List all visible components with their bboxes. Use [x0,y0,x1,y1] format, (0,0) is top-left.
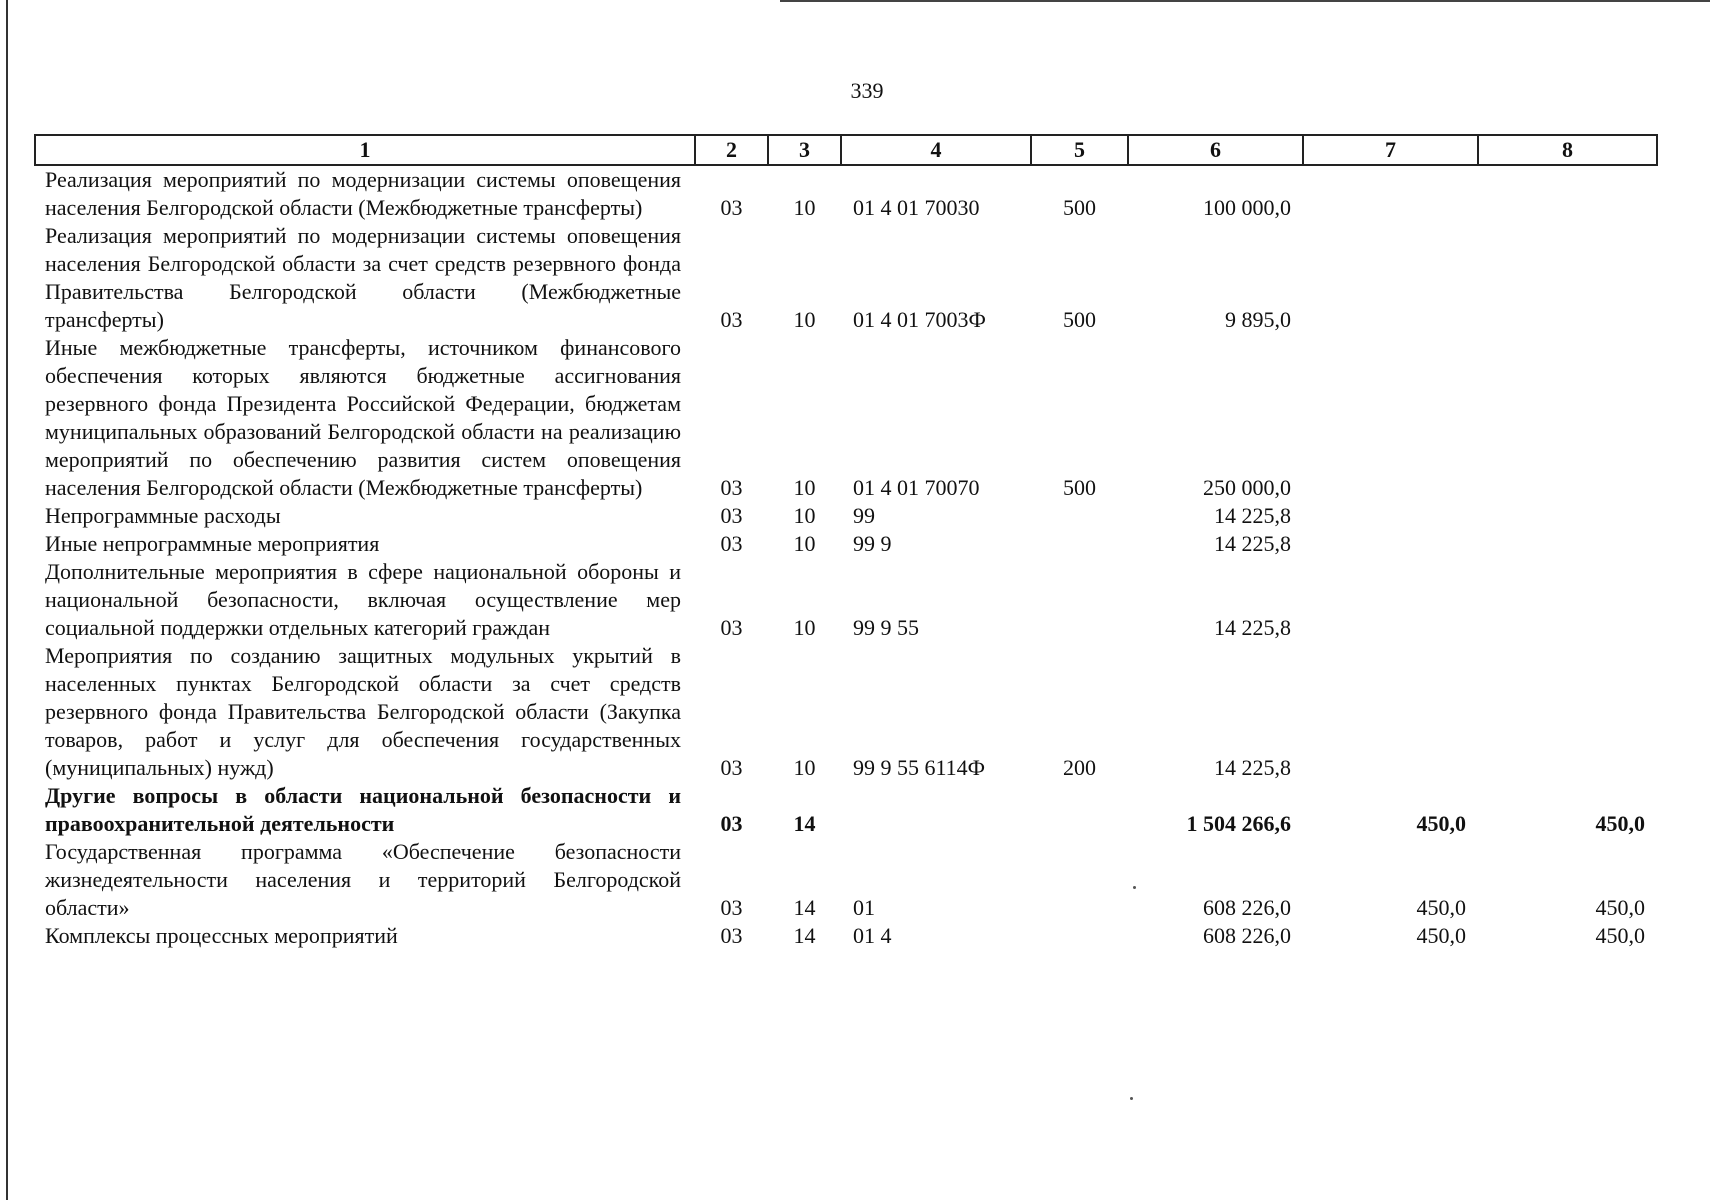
row-amount-6: 14 225,8 [1214,615,1291,640]
row-target-article: 01 4 01 70030 [853,195,980,220]
table-row [35,222,1657,334]
scan-speck [1130,1097,1133,1100]
row-amount-8 [1478,530,1657,558]
row-amount-7: 450,0 [1416,811,1466,836]
header-col-4: 4 [841,135,1031,165]
table-row [35,558,1657,642]
row-subsection: 14 [793,895,816,920]
row-section: 03 [720,615,743,640]
row-amount-6: 14 225,8 [1214,755,1291,780]
row-section: 03 [720,923,743,948]
row-subsection: 14 [793,811,816,836]
row-amount-7 [1303,642,1478,782]
header-col-3: 3 [768,135,841,165]
row-target-article: 01 4 [853,923,892,948]
row-name: Непрограммные расходы [45,503,281,528]
header-col-6: 6 [1128,135,1303,165]
row-amount-8 [1478,165,1657,222]
row-expense-type: 500 [1063,307,1096,332]
row-section: 03 [720,307,743,332]
row-target-article: 01 [853,895,875,920]
row-amount-6: 250 000,0 [1203,475,1291,500]
table-row [35,334,1657,502]
row-amount-7: 450,0 [1416,895,1466,920]
row-target-article: 99 [853,503,875,528]
row-target-article: 99 9 55 6114Ф [853,755,986,780]
row-expense-type: 500 [1063,475,1096,500]
row-expense-type [1031,782,1128,838]
row-expense-type [1031,838,1128,922]
row-subsection: 10 [793,503,816,528]
row-name: Мероприятия по созданию защитных модульных укрытий в населенных пунктах Белгородской области за счет средств резервного фонда Правительства Белгородской области (Закупка товаров, работ и услуг для обеспечения государственных (муниципальных) нужд) [45,643,681,780]
row-subsection: 10 [793,755,816,780]
scan-speck [1133,886,1136,889]
row-amount-6: 608 226,0 [1203,923,1291,948]
row-amount-8 [1478,222,1657,334]
row-amount-7 [1303,558,1478,642]
table-row [35,642,1657,782]
row-target-article [841,782,1031,838]
table-body [35,165,1657,950]
row-subsection: 10 [793,531,816,556]
table-header [35,135,1657,165]
header-col-5: 5 [1031,135,1128,165]
table-row-section-total [35,782,1657,838]
budget-table [34,134,1658,950]
row-name: Реализация мероприятий по модернизации системы оповещения населения Белгородской области за счет средств резервного фонда Правительства Белгородской области (Межбюджетные трансферты) [45,223,681,332]
row-section: 03 [720,475,743,500]
row-name: Другие вопросы в области национальной безопасности и правоохранительной деятельности [45,783,681,836]
row-expense-type [1031,558,1128,642]
table-row [35,165,1657,222]
row-amount-6: 9 895,0 [1225,307,1291,332]
row-section: 03 [720,755,743,780]
row-amount-7 [1303,222,1478,334]
row-amount-8: 450,0 [1595,811,1645,836]
row-amount-8 [1478,502,1657,530]
row-expense-type: 500 [1063,195,1096,220]
row-section: 03 [720,195,743,220]
row-subsection: 14 [793,923,816,948]
row-amount-8 [1478,642,1657,782]
row-amount-6: 100 000,0 [1203,195,1291,220]
row-target-article: 01 4 01 7003Ф [853,307,986,332]
row-name: Государственная программа «Обеспечение безопасности жизнедеятельности населения и территорий Белгородской области» [45,839,681,920]
row-expense-type [1031,502,1128,530]
scan-edge-top [780,0,1710,2]
page-number: 339 [850,78,884,103]
row-subsection: 10 [793,475,816,500]
row-amount-7 [1303,502,1478,530]
header-col-7: 7 [1303,135,1478,165]
header-row [35,135,1657,165]
row-amount-6: 1 504 266,6 [1186,811,1291,836]
row-name: Иные межбюджетные трансферты, источником финансового обеспечения которых являются бюджетные ассигнования резервного фонда Президента Российской Федерации, бюджетам муниципальных образований Белгородской области на реализацию мероприятий по обеспечению развития систем оповещения населения Белгородской области (Межбюджетные трансферты) [45,335,681,500]
row-target-article: 01 4 01 70070 [853,475,980,500]
row-name: Иные непрограммные мероприятия [45,531,380,556]
row-expense-type: 200 [1063,755,1096,780]
row-name: Реализация мероприятий по модернизации системы оповещения населения Белгородской области (Межбюджетные трансферты) [45,167,681,220]
row-amount-6: 14 225,8 [1214,531,1291,556]
row-subsection: 10 [793,615,816,640]
row-amount-7: 450,0 [1416,923,1466,948]
row-amount-7 [1303,165,1478,222]
row-section: 03 [720,895,743,920]
row-name: Дополнительные мероприятия в сфере национальной обороны и национальной безопасности, включая осуществление мер социальной поддержки отдельных категорий граждан [45,559,681,640]
row-section: 03 [720,531,743,556]
row-section: 03 [720,811,743,836]
row-amount-7 [1303,334,1478,502]
header-col-1: 1 [35,135,695,165]
header-col-8: 8 [1478,135,1657,165]
table-row [35,502,1657,530]
row-target-article: 99 9 [853,531,892,556]
table-row [35,922,1657,950]
table-row [35,530,1657,558]
row-name: Комплексы процессных мероприятий [45,923,398,948]
row-section: 03 [720,503,743,528]
row-subsection: 10 [793,307,816,332]
row-target-article: 99 9 55 [853,615,919,640]
row-amount-6: 608 226,0 [1203,895,1291,920]
row-amount-7 [1303,530,1478,558]
row-subsection: 10 [793,195,816,220]
scan-edge-left [6,0,8,1200]
row-expense-type [1031,922,1128,950]
row-amount-8 [1478,334,1657,502]
header-col-2: 2 [695,135,768,165]
row-amount-8: 450,0 [1595,923,1645,948]
row-expense-type [1031,530,1128,558]
table-row [35,838,1657,922]
row-amount-8: 450,0 [1595,895,1645,920]
row-amount-8 [1478,558,1657,642]
row-amount-6: 14 225,8 [1214,503,1291,528]
